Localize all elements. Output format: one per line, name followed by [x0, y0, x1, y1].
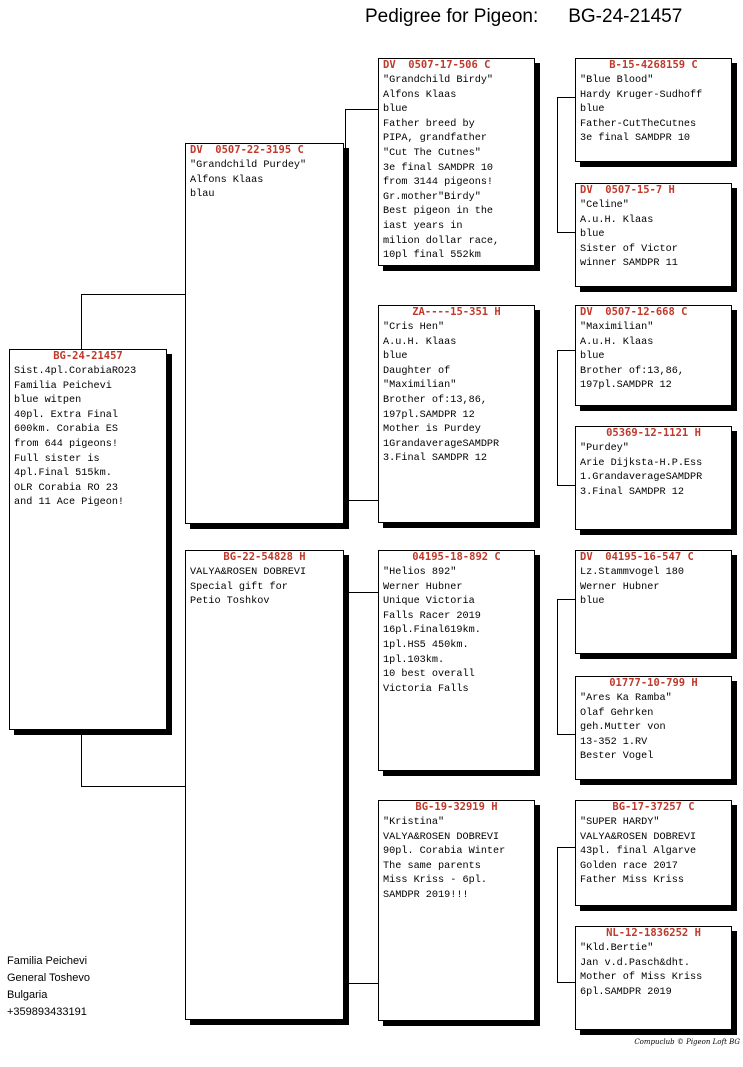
owner-name: Familia Peichevi [7, 955, 88, 967]
connector [557, 97, 576, 98]
connector [557, 350, 576, 351]
pigeon-details: "Maximilian" A.u.H. Klaas blue Brother of:13,86, 197pl.SAMDPR 12 [580, 322, 684, 392]
connector [557, 350, 558, 485]
pigeon-details: Sist.4pl.CorabiaRO23 Familia Peichevi blue witpen 40pl. Extra Final 600km. Corabia ES from 644 pigeons! Full sister is 4pl.Final 515km. OLR Corabia RO 23 and 11 Ace Pigeon! [14, 366, 137, 509]
connector [345, 983, 379, 984]
great-grandparent-card[interactable] [575, 58, 732, 162]
pigeon-details: Lz.Stammvogel 180 Werner Hubner blue [580, 567, 684, 608]
grandmother-maternal-card[interactable] [378, 800, 535, 1021]
connector [557, 982, 576, 983]
page-title [365, 6, 682, 28]
ring-number: DV 0507-15-7 H [580, 184, 675, 196]
connector [345, 109, 346, 500]
ring-number: NL-12-1836252 H [606, 927, 701, 939]
pigeon-details: "Celine" A.u.H. Klaas blue Sister of Victor winner SAMDPR 11 [580, 200, 678, 270]
connector [345, 109, 379, 110]
footer-credit: Compuclub © Pigeon Loft BG [634, 1038, 740, 1046]
connector [557, 599, 558, 734]
pigeon-details: "Purdey" Arie Dijksta-H.P.Ess 1.GrandaverageSAMDPR 3.Final SAMDPR 12 [580, 443, 703, 498]
title-label: Pedigree for Pigeon: [365, 6, 539, 27]
pigeon-details: "Cris Hen" A.u.H. Klaas blue Daughter of "Maximilian" Brother of:13,86, 197pl.SAMDPR 12 Mother is Purdey 1GrandaverageSAMDPR 3.Final SAMDPR 12 [383, 322, 500, 465]
owner-info [7, 953, 90, 1021]
pigeon-details: "Blue Blood" Hardy Kruger-Sudhoff blue Father-CutTheCutnes 3e final SAMDPR 10 [580, 75, 703, 145]
owner-country: Bulgaria [7, 989, 48, 1001]
father-card[interactable] [185, 143, 344, 524]
ring-number: BG-24-21457 [53, 350, 123, 362]
connector [557, 734, 576, 735]
pigeon-details: "SUPER HARDY" VALYA&ROSEN DOBREVI 43pl. final Algarve Golden race 2017 Father Miss Kriss [580, 817, 697, 887]
grandfather-maternal-card[interactable] [378, 550, 535, 771]
connector [81, 731, 82, 787]
ring-number: DV 04195-16-547 C [580, 551, 694, 563]
ring-number: DV 0507-12-668 C [580, 306, 688, 318]
connector [345, 592, 379, 593]
ring-number: 05369-12-1121 H [606, 427, 701, 439]
pigeon-details: "Grandchild Birdy" Alfons Klaas blue Father breed by PIPA, grandfather "Cut The Cutnes" 3e final SAMDPR 10 from 3144 pigeons! Gr.mother"Birdy" Best pigeon in the iast years in milion dollar race, 10pl final 552km [383, 75, 500, 262]
grandmother-paternal-card[interactable] [378, 305, 535, 523]
ring-number: BG-17-37257 C [612, 801, 695, 813]
ring-number: 01777-10-799 H [609, 677, 698, 689]
ring-number: ZA----15-351 H [412, 306, 501, 318]
pigeon-details: VALYA&ROSEN DOBREVI Special gift for Petio Toshkov [190, 567, 307, 608]
mother-card[interactable] [185, 550, 344, 1020]
connector [557, 97, 558, 232]
connector [557, 847, 576, 848]
great-grandparent-card[interactable] [575, 426, 732, 530]
connector [345, 592, 346, 983]
connector [81, 294, 186, 295]
ring-number: BG-19-32919 H [415, 801, 498, 813]
connector [81, 294, 82, 350]
ring-number: BG-22-54828 H [223, 551, 306, 563]
subject-card[interactable] [9, 349, 167, 730]
great-grandparent-card[interactable] [575, 676, 732, 780]
great-grandparent-card[interactable] [575, 183, 732, 287]
great-grandparent-card[interactable] [575, 926, 732, 1030]
grandfather-paternal-card[interactable] [378, 58, 535, 266]
ring-number: 04195-18-892 C [412, 551, 501, 563]
owner-phone: +359893433191 [7, 1006, 87, 1018]
connector [557, 599, 576, 600]
connector [557, 485, 576, 486]
ring-number: DV 0507-22-3195 C [190, 144, 304, 156]
title-ring: BG-24-21457 [568, 6, 683, 27]
pigeon-details: "Ares Ka Ramba" Olaf Gehrken geh.Mutter von 13-352 1.RV Bester Vogel [580, 693, 672, 763]
great-grandparent-card[interactable] [575, 305, 732, 406]
great-grandparent-card[interactable] [575, 800, 732, 906]
pigeon-details: "Grandchild Purdey" Alfons Klaas blau [190, 160, 307, 201]
connector [345, 500, 379, 501]
pigeon-details: "Kld.Bertie" Jan v.d.Pasch&dht. Mother of Miss Kriss 6pl.SAMDPR 2019 [580, 943, 703, 998]
connector [557, 847, 558, 982]
ring-number: B-15-4268159 C [609, 59, 698, 71]
connector [81, 786, 186, 787]
ring-number: DV 0507-17-506 C [383, 59, 491, 71]
connector [557, 232, 576, 233]
pigeon-details: "Helios 892" Werner Hubner Unique Victoria Falls Racer 2019 16pl.Final619km. 1pl.HS5 450km. 1pl.103km. 10 best overall Victoria Falls [383, 567, 481, 695]
great-grandparent-card[interactable] [575, 550, 732, 654]
pigeon-details: "Kristina" VALYA&ROSEN DOBREVI 90pl. Corabia Winter The same parents Miss Kriss - 6pl. SAMDPR 2019!!! [383, 817, 506, 901]
owner-city: General Toshevo [7, 972, 90, 984]
